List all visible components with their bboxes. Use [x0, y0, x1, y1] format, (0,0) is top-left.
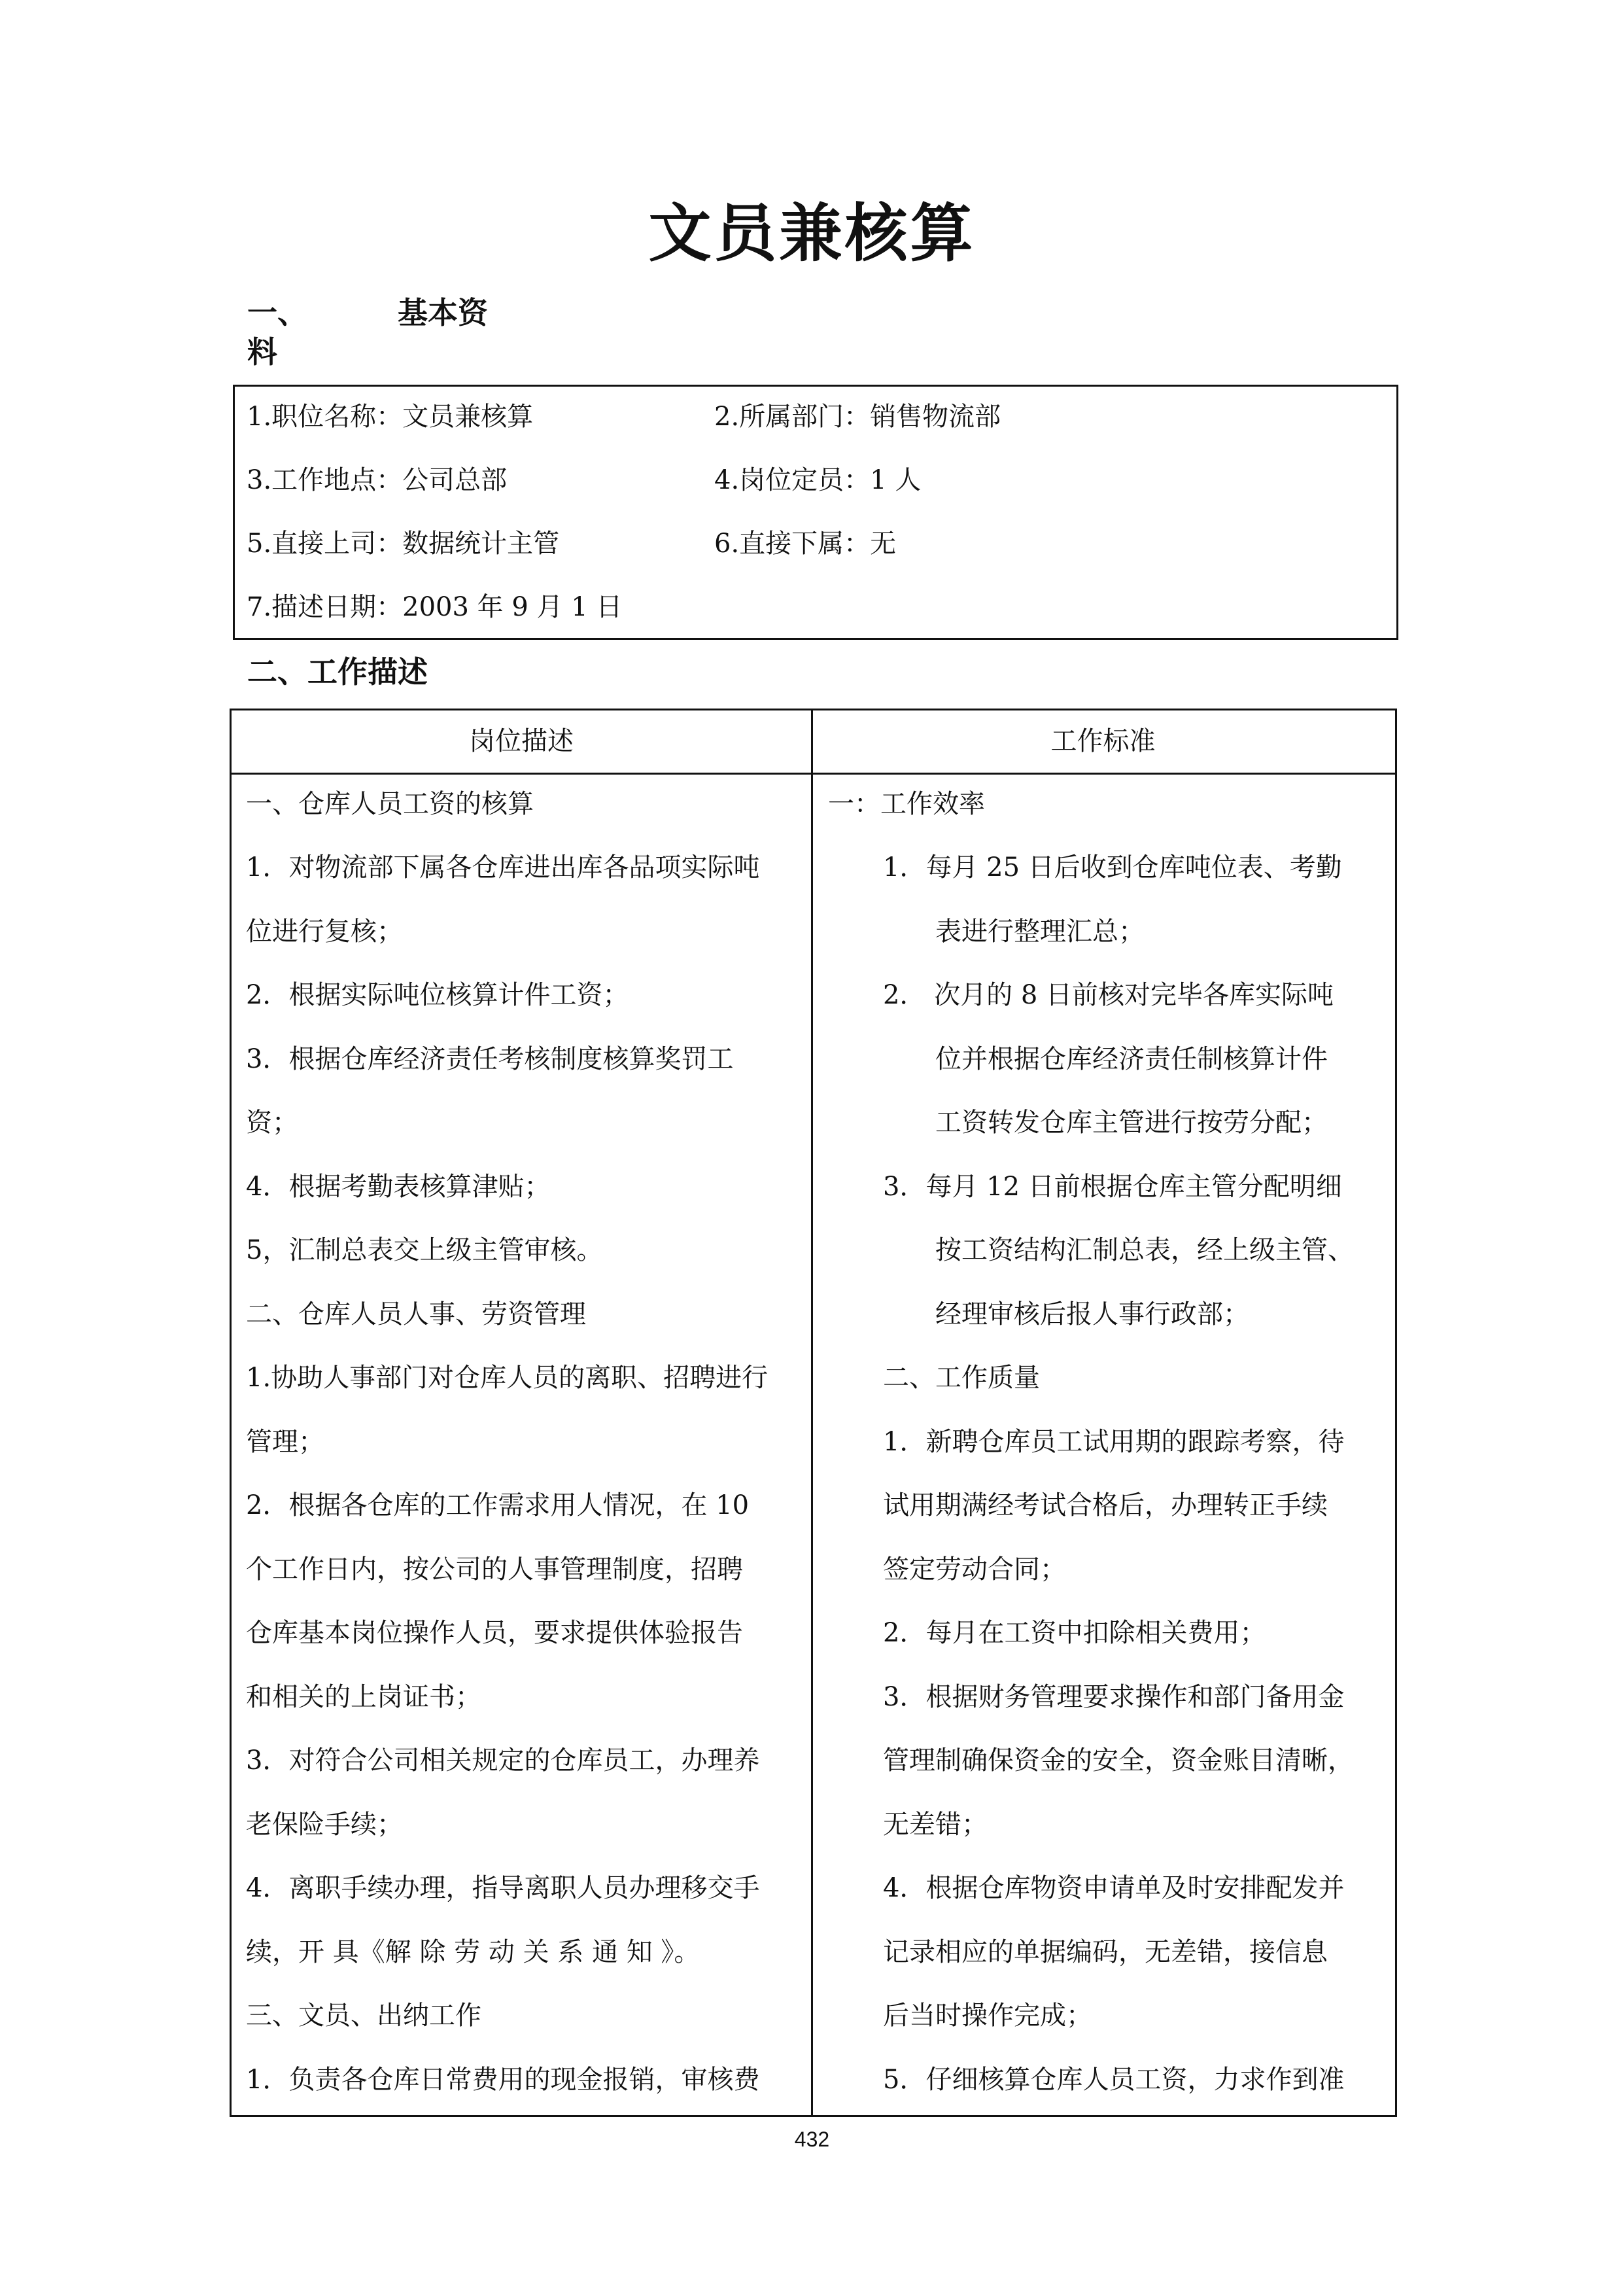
info-location: 3.工作地点：公司总部 — [247, 465, 508, 495]
right-line: 签定劳动合同； — [883, 1554, 1066, 1585]
right-line: 管理制确保资金的安全，资金账目清晰， — [883, 1745, 1354, 1776]
left-line: 续，开 具《解 除 劳 动 关 系 通 知 》。 — [246, 1937, 700, 1967]
right-line: 无差错； — [883, 1810, 988, 1840]
left-line: 一、仓库人员工资的核算 — [246, 789, 534, 819]
left-line: 5，汇制总表交上级主管审核。 — [246, 1235, 603, 1265]
right-line: 后当时操作完成； — [883, 2001, 1092, 2031]
left-line: 2．根据各仓库的工作需求用人情况，在 10 — [246, 1490, 750, 1520]
right-line: 记录相应的单据编码，无差错，接信息 — [883, 1937, 1328, 1967]
info-date: 7.描述日期：2003 年 9 月 1 日 — [247, 592, 623, 622]
header-divider — [232, 773, 1395, 775]
left-line: 3．对符合公司相关规定的仓库员工，办理养 — [246, 1745, 760, 1776]
left-line: 4．离职手续办理，指导离职人员办理移交手 — [246, 1873, 760, 1903]
column-divider — [811, 710, 813, 2115]
left-line: 和相关的上岗证书； — [246, 1682, 481, 1712]
left-line: 仓库基本岗位操作人员，要求提供体验报告 — [246, 1618, 743, 1648]
job-description-table — [230, 709, 1397, 2117]
left-line: 3．根据仓库经济责任考核制度核算奖罚工 — [246, 1044, 734, 1074]
left-line: 管理； — [246, 1427, 324, 1457]
info-subordinate: 6.直接下属：无 — [714, 529, 897, 559]
right-line: 经理审核后报人事行政部； — [935, 1299, 1249, 1329]
basic-info-box — [233, 385, 1398, 640]
left-line: 二、仓库人员人事、劳资管理 — [246, 1299, 586, 1329]
right-line: 一：工作效率 — [828, 789, 985, 819]
section-title-part2: 料 — [247, 334, 277, 370]
left-line: 1.协助人事部门对仓库人员的离职、招聘进行 — [246, 1363, 769, 1393]
page-number: 432 — [794, 2128, 830, 2151]
right-line: 位并根据仓库经济责任制核算计件 — [935, 1044, 1328, 1074]
right-line: 1．每月 25 日后收到仓库吨位表、考勤 — [883, 852, 1342, 883]
left-line: 1．对物流部下属各仓库进出库各品项实际吨 — [246, 852, 760, 883]
info-supervisor: 5.直接上司：数据统计主管 — [247, 529, 560, 559]
header-work-standard: 工作标准 — [1050, 726, 1156, 756]
section-number: 一、 — [247, 295, 307, 330]
left-line: 三、文员、出纳工作 — [246, 2001, 481, 2031]
document-title: 文员兼核算 — [648, 196, 976, 270]
right-line: 4．根据仓库物资申请单及时安排配发并 — [883, 1873, 1345, 1903]
right-line: 二、工作质量 — [883, 1363, 1040, 1393]
left-line: 老保险手续； — [246, 1810, 403, 1840]
right-line: 3．根据财务管理要求操作和部门备用金 — [883, 1682, 1345, 1712]
left-line: 4．根据考勤表核算津贴； — [246, 1172, 551, 1202]
right-line: 按工资结构汇制总表，经上级主管、 — [935, 1235, 1354, 1265]
right-line: 5．仔细核算仓库人员工资，力求作到准 — [883, 2065, 1345, 2095]
info-position-name: 1.职位名称：文员兼核算 — [247, 402, 534, 432]
right-line: 试用期满经考试合格后，办理转正手续 — [883, 1490, 1328, 1520]
right-line: 2． 次月的 8 日前核对完毕各库实际吨 — [883, 980, 1334, 1010]
left-line: 位进行复核； — [246, 917, 403, 947]
right-line: 1．新聘仓库员工试用期的跟踪考察，待 — [883, 1427, 1345, 1457]
info-headcount: 4.岗位定员：1 人 — [714, 465, 922, 495]
right-line: 2．每月在工资中扣除相关费用； — [883, 1618, 1266, 1648]
section-heading-job-description: 二、工作描述 — [247, 654, 428, 690]
left-line: 2．根据实际吨位核算计件工资； — [246, 980, 629, 1010]
left-line: 资； — [246, 1108, 298, 1138]
info-department: 2.所属部门：销售物流部 — [714, 402, 1001, 432]
right-line: 工资转发仓库主管进行按劳分配； — [935, 1108, 1328, 1138]
left-line: 个工作日内，按公司的人事管理制度，招聘 — [246, 1554, 743, 1585]
section-title-part1: 基本资 — [398, 295, 488, 330]
right-line: 3．每月 12 日前根据仓库主管分配明细 — [883, 1172, 1342, 1202]
right-line: 表进行整理汇总； — [935, 917, 1145, 947]
left-line: 1．负责各仓库日常费用的现金报销，审核费 — [246, 2065, 760, 2095]
header-position-description: 岗位描述 — [469, 726, 574, 756]
